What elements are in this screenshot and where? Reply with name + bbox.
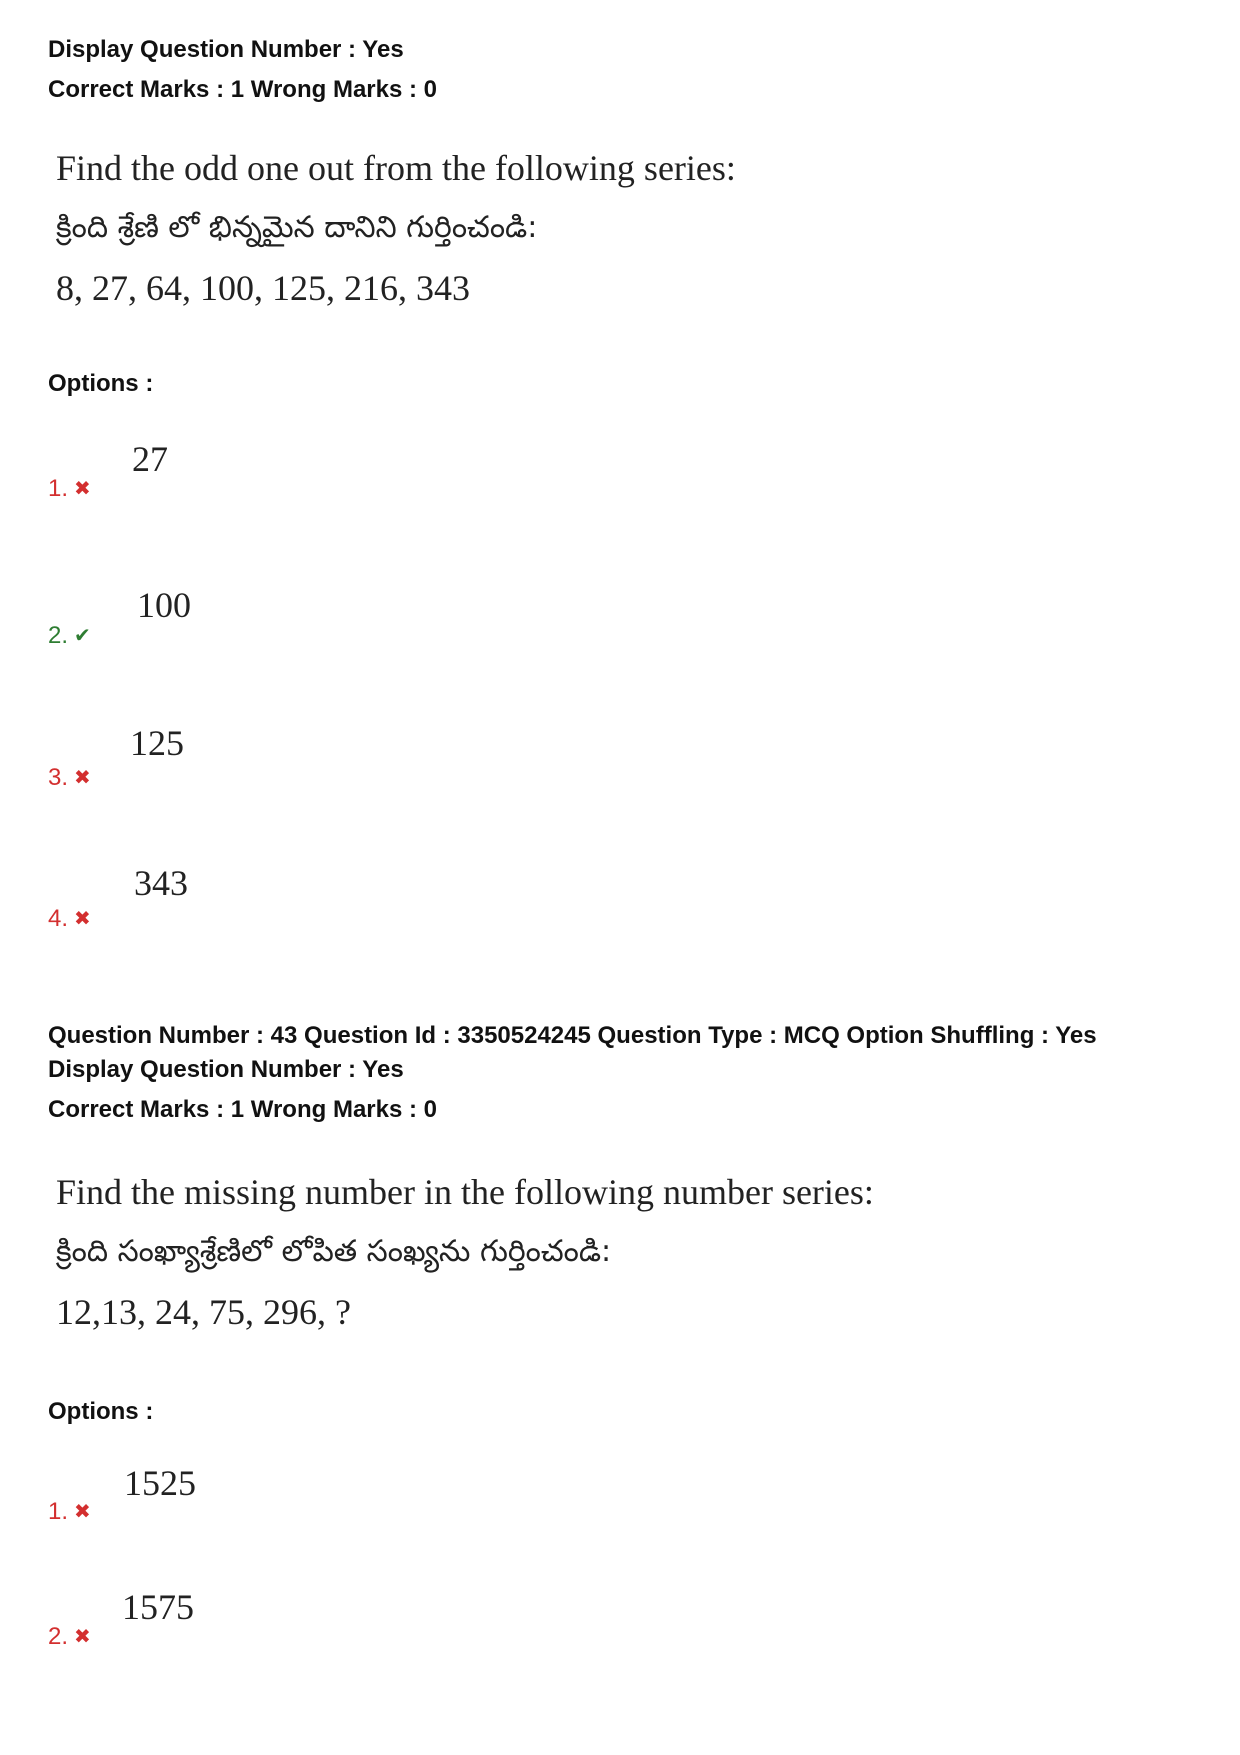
q2-option-2-value: 1575 xyxy=(122,1587,194,1627)
q2-header: Question Number : 43 Question Id : 3350524245 Question Type : MCQ Option Shuffling : Yes xyxy=(48,1022,1097,1049)
q1-question-telugu: క్రింది శ్రేణి లో భిన్నమైన దానిని గుర్తించండి: xyxy=(56,210,538,245)
q1-options-label: Options : xyxy=(48,370,154,397)
option-number: 4. xyxy=(48,905,69,932)
q1-question-english: Find the odd one out from the following series: xyxy=(56,148,736,188)
q1-option-3-value: 125 xyxy=(130,723,184,763)
q2-question-telugu: క్రింది సంఖ్యాశ్రేణిలో లోపిత సంఖ్యను గుర్తించండి: xyxy=(56,1234,612,1269)
q2-options-label: Options : xyxy=(48,1398,154,1425)
q1-option-2-value: 100 xyxy=(137,585,191,625)
q2-option-1-value: 1525 xyxy=(124,1463,196,1503)
q1-option-3 xyxy=(48,764,91,792)
q2-marks: Correct Marks : 1 Wrong Marks : 0 xyxy=(48,1096,438,1123)
option-number: 2. xyxy=(48,622,69,649)
option-number: 2. xyxy=(48,1623,69,1650)
q2-question-english: Find the missing number in the following number series: xyxy=(56,1172,874,1212)
option-number: 1. xyxy=(48,475,69,502)
q1-question-image xyxy=(56,138,736,318)
cross-icon: ✖ xyxy=(74,767,91,789)
checkmark-icon: ✔ xyxy=(74,625,91,647)
cross-icon: ✖ xyxy=(74,908,91,930)
cross-icon: ✖ xyxy=(74,1626,91,1648)
cross-icon: ✖ xyxy=(74,478,91,500)
q1-option-1 xyxy=(48,475,91,503)
q1-marks: Correct Marks : 1 Wrong Marks : 0 xyxy=(48,76,438,103)
q2-display-number: Display Question Number : Yes xyxy=(48,1056,404,1083)
option-number: 3. xyxy=(48,764,69,791)
option-number: 1. xyxy=(48,1498,69,1525)
q1-series: 8, 27, 64, 100, 125, 216, 343 xyxy=(56,268,470,308)
q1-option-4 xyxy=(48,905,91,933)
q1-option-4-value: 343 xyxy=(134,863,188,903)
q2-option-1 xyxy=(48,1498,91,1526)
q1-display-number: Display Question Number : Yes xyxy=(48,36,404,63)
q2-option-2 xyxy=(48,1623,91,1651)
cross-icon: ✖ xyxy=(74,1501,91,1523)
q2-series: 12,13, 24, 75, 296, ? xyxy=(56,1292,351,1332)
q2-question-image xyxy=(56,1162,874,1342)
q1-option-2 xyxy=(48,622,91,650)
q1-option-1-value: 27 xyxy=(132,439,168,479)
